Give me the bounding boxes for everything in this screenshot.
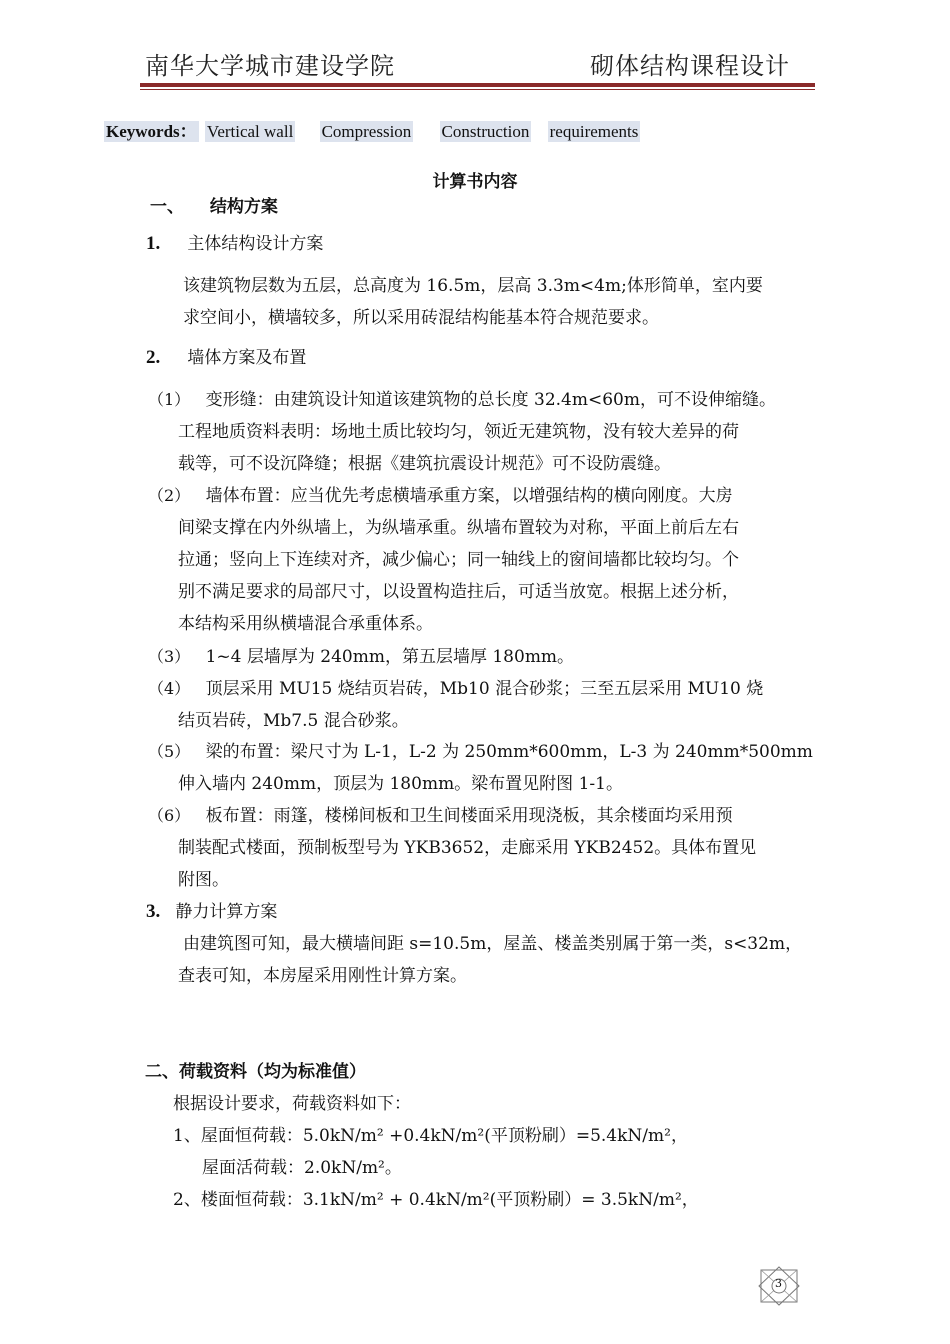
keywords-label: Keywords： xyxy=(106,122,197,141)
item-text: 变形缝：由建筑设计知道该建筑物的总长度 32.4m<60m，可不设伸缩缝。 xyxy=(205,390,776,410)
load-line-roof-dead: 1、屋面恒荷载：5.0kN/m² +0.4kN/m²(平顶粉刷）=5.4kN/m²， xyxy=(173,1126,688,1146)
list-item xyxy=(148,674,763,699)
item-text-line: 工程地质资料表明：场地土质比较均匀，领近无建筑物，没有较大差异的荷 xyxy=(178,422,739,442)
item-text-line: 别不满足要求的局部尺寸，以设置构造拄后，可适当放宽。根据上述分析， xyxy=(178,582,739,602)
sub3-title: 静力计算方案 xyxy=(175,902,278,922)
item-text-line: 制装配式楼面，预制板型号为 YKB3652，走廊采用 YKB2452。具体布置见 xyxy=(178,838,757,858)
keyword-item: Compression xyxy=(321,122,412,141)
load-line-roof-live: 屋面活荷载：2.0kN/m²。 xyxy=(202,1158,402,1178)
list-item xyxy=(148,385,776,410)
section1-title: 结构方案 xyxy=(209,197,278,217)
content-title: 计算书内容 xyxy=(432,172,518,192)
item-number: （5） xyxy=(148,742,191,761)
page-number: 3 xyxy=(775,1277,782,1290)
item-text-line: 本结构采用纵横墙混合承重体系。 xyxy=(178,614,433,634)
list-item xyxy=(148,737,813,762)
item-number: （4） xyxy=(148,679,191,698)
sub3-line-2: 查表可知，本房屋采用刚性计算方案。 xyxy=(178,966,467,986)
sub3-heading xyxy=(146,897,277,923)
section2-intro: 根据设计要求，荷载资料如下： xyxy=(173,1094,411,1114)
item-text-line: 载等，可不设沉降缝；根据《建筑抗震设计规范》可不设防震缝。 xyxy=(178,454,671,474)
item-text: 墙体布置：应当优先考虑横墙承重方案，以增强结构的横向刚度。大房 xyxy=(205,486,733,506)
sub3-line-1: 由建筑图可知，最大横墙间距 s=10.5m，屋盖、楼盖类别属于第一类，s<32m， xyxy=(183,934,803,954)
item-number: （3） xyxy=(148,647,191,666)
header-left-title: 南华大学城市建设学院 xyxy=(145,52,395,80)
item-number: （6） xyxy=(148,806,191,825)
item-text-line: 间梁支撑在内外纵墙上，为纵墙承重。纵墙布置较为对称，平面上前后左右 xyxy=(178,518,739,538)
sub2-heading xyxy=(146,343,306,369)
sub2-number: 2. xyxy=(146,347,161,368)
item-number: （2） xyxy=(148,486,191,505)
list-item xyxy=(148,801,733,826)
sub3-number: 3. xyxy=(146,901,161,922)
item-text-line: 结页岩砖，Mb7.5 混合砂浆。 xyxy=(178,711,409,731)
sub2-title: 墙体方案及布置 xyxy=(187,348,307,368)
section2-title: 二、荷载资料（均为标准值） xyxy=(145,1062,366,1082)
page-number-badge xyxy=(757,1266,801,1306)
list-item xyxy=(148,642,574,667)
item-number: （1） xyxy=(148,390,191,409)
item-text: 梁的布置：梁尺寸为 L-1，L-2 为 250mm*600mm，L-3 为 240mm*500mm xyxy=(205,742,813,762)
keyword-item: requirements xyxy=(549,122,639,141)
section1-heading xyxy=(150,192,278,217)
header-rule-thick xyxy=(140,83,815,87)
item-text: 顶层采用 MU15 烧结页岩砖，Mb10 混合砂浆；三至五层采用 MU10 烧 xyxy=(205,679,764,699)
item-text: 1~4 层墙厚为 240mm，第五层墙厚 180mm。 xyxy=(205,647,575,667)
item-text: 板布置：雨篷，楼梯间板和卫生间楼面采用现浇板，其余楼面均采用预 xyxy=(205,806,733,826)
item-text-line: 伸入墙内 240mm，顶层为 180mm。梁布置见附图 1-1。 xyxy=(178,774,623,794)
item-text-line: 拉通；竖向上下连续对齐，减少偏心；同一轴线上的窗间墙都比较均匀。个 xyxy=(178,550,739,570)
keyword-item: Construction xyxy=(441,122,530,141)
load-line-floor-dead: 2、楼面恒荷载：3.1kN/m² + 0.4kN/m²(平顶粉刷）= 3.5kN/m²， xyxy=(173,1190,699,1210)
sub1-line-2: 求空间小，横墙较多，所以采用砖混结构能基本符合规范要求。 xyxy=(183,308,659,328)
header-right-title: 砌体结构课程设计 xyxy=(590,52,790,80)
header-rule-thin xyxy=(140,89,815,90)
sub1-number: 1. xyxy=(146,233,161,254)
sub1-heading xyxy=(146,229,323,255)
sub1-line-1: 该建筑物层数为五层，总高度为 16.5m，层高 3.3m<4m;体形简单，室内要 xyxy=(183,276,763,296)
keywords-line xyxy=(104,117,640,139)
section1-number: 一、 xyxy=(150,197,184,217)
sub1-title: 主体结构设计方案 xyxy=(187,234,324,254)
list-item xyxy=(148,481,733,506)
item-text-line: 附图。 xyxy=(178,870,229,890)
keyword-item: Vertical wall xyxy=(206,122,294,141)
